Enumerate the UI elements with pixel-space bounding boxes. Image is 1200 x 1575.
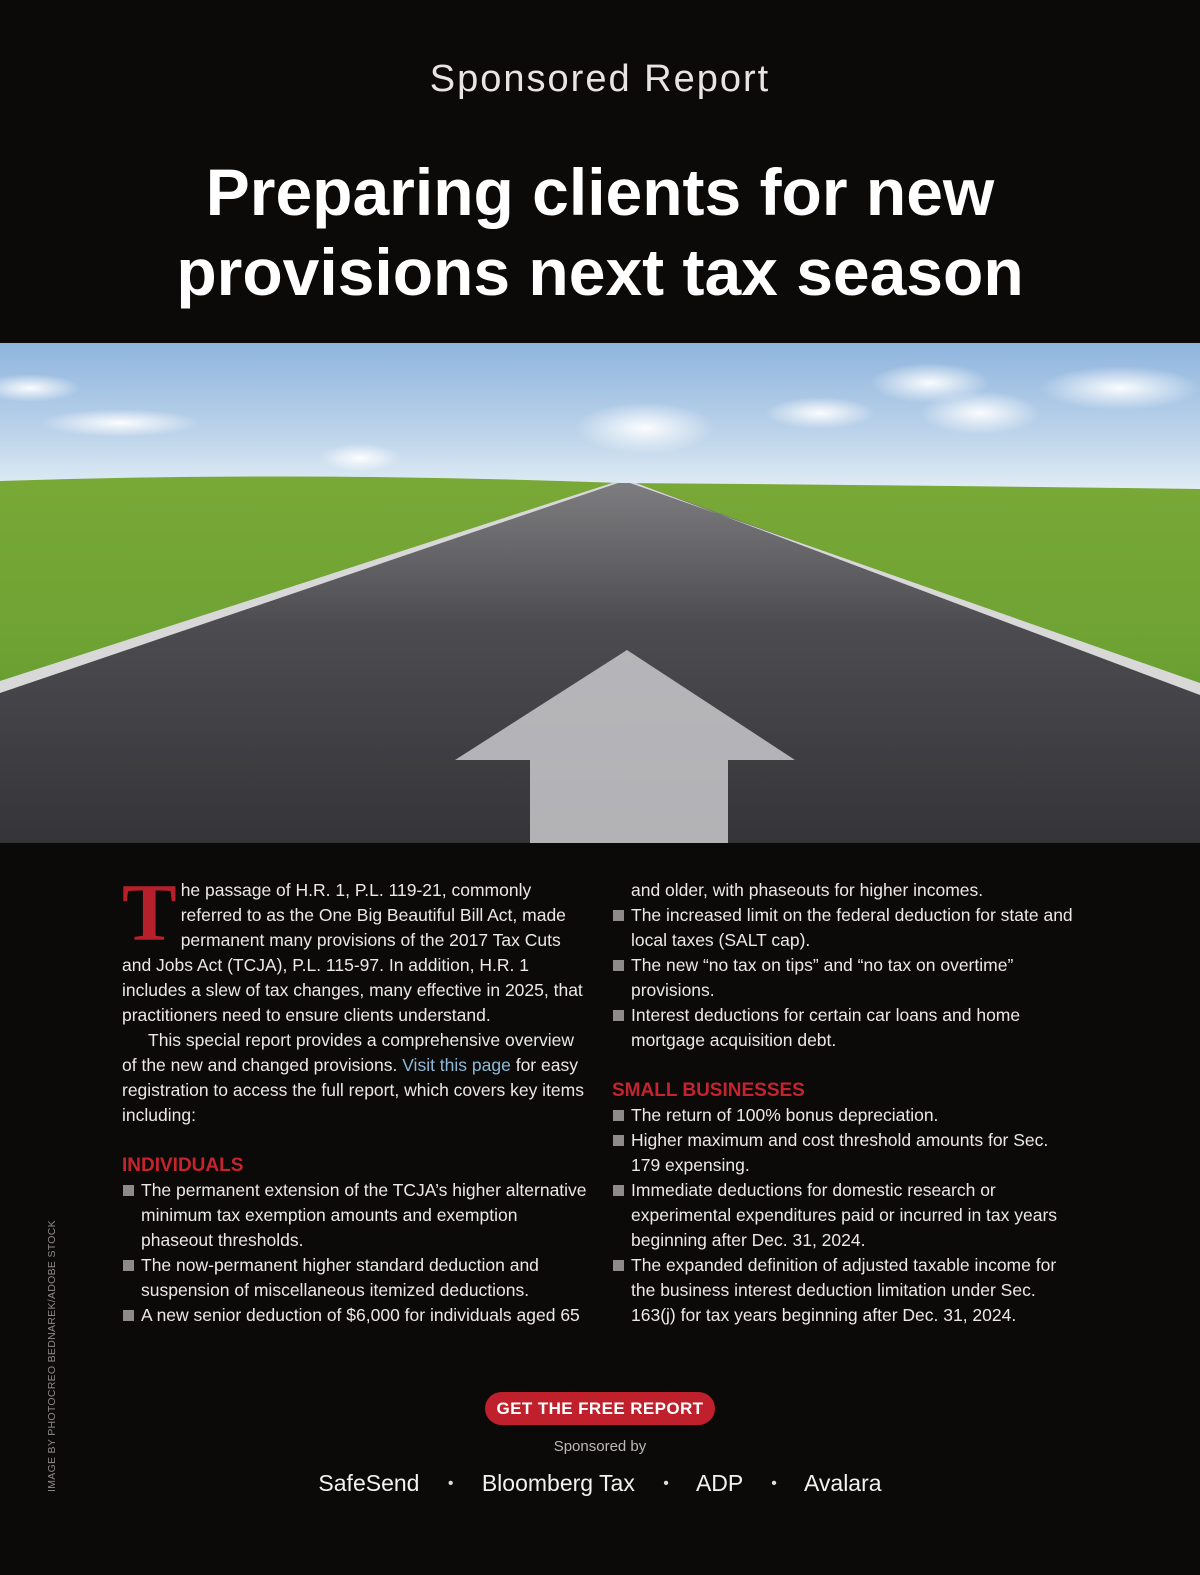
visit-page-link[interactable]: Visit this page [402,1055,511,1075]
list-item [612,1178,1082,1253]
overview-text-end: for easy registration to access the full report, which covers key items including: [122,1055,584,1125]
list-item [612,1253,1082,1328]
small-businesses-list [612,1103,1082,1328]
individuals-list-continued [612,903,1082,1053]
overview-text: This special report provides a comprehensive overview of the new and changed provisions. [122,1030,575,1075]
square-bullet-icon [613,910,624,921]
list-item-text: The new “no tax on tips” and “no tax on overtime” provisions. [631,955,1014,1000]
list-item [612,1128,1082,1178]
headline-line-1: Preparing clients for new [205,155,995,229]
square-bullet-icon [123,1310,134,1321]
sponsor-name: ADP [695,1470,743,1496]
square-bullet-icon [613,1110,624,1121]
page-title [60,152,1140,312]
list-item-text: The increased limit on the federal deduction for state and local taxes (SALT cap). [631,905,1073,950]
individuals-list [122,1178,592,1328]
small-businesses-heading: SMALL BUSINESSES [612,1080,805,1101]
sponsor-name: SafeSend [318,1470,420,1496]
square-bullet-icon [613,960,624,971]
get-free-report-button[interactable]: GET THE FREE REPORT [485,1392,715,1425]
hero-road-image [0,343,1200,843]
image-credit: IMAGE BY PHOTOCREO BEDNAREK/ADOBE STOCK [46,1220,58,1492]
article-column-right [612,878,1082,1328]
separator-dot-icon: • [663,1475,669,1492]
individuals-heading: INDIVIDUALS [122,1155,244,1176]
list-item-text: The expanded definition of adjusted taxable income for the business interest deduction limitation under Sec. 163(j) for tax years beginning after Dec. 31, 2024. [631,1255,1057,1325]
square-bullet-icon [613,1260,624,1271]
square-bullet-icon [123,1260,134,1271]
list-item-text: Interest deductions for certain car loans and home mortgage acquisition debt. [631,1005,1021,1050]
list-item-text: The return of 100% bonus depreciation. [631,1105,939,1125]
sponsored-report-label: Sponsored Report [429,58,771,100]
list-item [612,1103,1082,1128]
headline-line-2: provisions next tax season [176,235,1024,309]
separator-dot-icon: • [771,1475,777,1492]
list-item [122,1178,592,1253]
square-bullet-icon [613,1185,624,1196]
sponsor-name: Avalara [803,1470,882,1496]
separator-dot-icon: • [447,1475,454,1492]
list-item-text: Higher maximum and cost threshold amounts for Sec. 179 expensing. [631,1130,1049,1175]
square-bullet-icon [613,1135,624,1146]
sponsor-list [0,1470,1200,1497]
list-item [122,1303,592,1328]
square-bullet-icon [613,1010,624,1021]
sponsor-name: Bloomberg Tax [481,1470,635,1496]
intro-text: he passage of H.R. 1, P.L. 119-21, commonly referred to as the One Big Beautiful Bill Act, made permanent many provisions of the 2017 Tax Cuts and Jobs Act (TCJA), P.L. 115-97. In addition, H.R. 1 includes a slew of tax changes, many effective in 2025, that practitioners need to ensure clients understand. [122,880,583,1025]
list-item [612,903,1082,953]
list-item [122,1253,592,1303]
list-item [612,1003,1082,1053]
drop-cap: T [122,867,177,958]
list-item-text: A new senior deduction of $6,000 for individuals aged 65 [141,1305,580,1325]
article-column-left [122,867,592,1328]
list-item-continued: and older, with phaseouts for higher incomes. [631,880,984,900]
list-item-text: The permanent extension of the TCJA’s higher alternative minimum tax exemption amounts and exemption phaseout thresholds. [141,1180,587,1250]
overview-paragraph [122,1028,592,1128]
intro-paragraph [122,867,592,1028]
list-item [612,953,1082,1003]
sponsored-by-label: Sponsored by [553,1438,647,1455]
square-bullet-icon [123,1185,134,1196]
list-item-text: The now-permanent higher standard deduction and suspension of miscellaneous itemized deductions. [141,1255,539,1300]
list-item-text: Immediate deductions for domestic research or experimental expenditures paid or incurred in tax years beginning after Dec. 31, 2024. [631,1180,1058,1250]
